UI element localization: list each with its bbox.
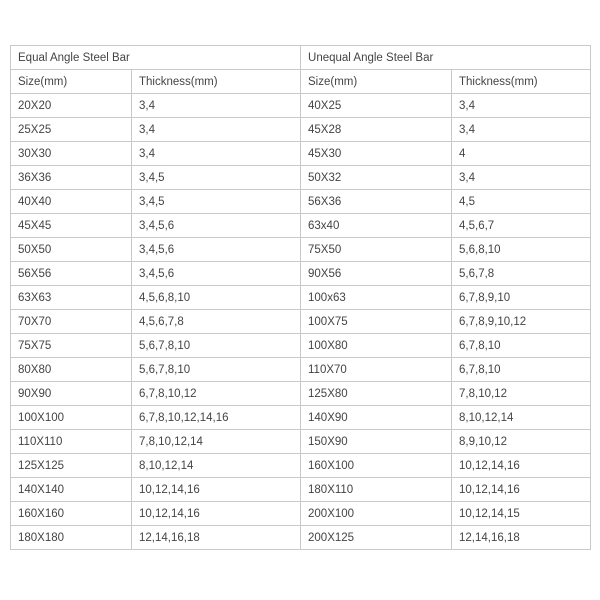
equal-thickness-cell: 4,5,6,7,8 [132, 310, 301, 334]
angle-steel-table-container [10, 45, 590, 550]
equal-thickness-cell: 3,4 [132, 118, 301, 142]
unequal-size-cell: 63x40 [301, 214, 452, 238]
unequal-thickness-cell: 10,12,14,16 [452, 454, 591, 478]
table-row [11, 286, 591, 310]
unequal-size-cell: 100x63 [301, 286, 452, 310]
table-row [11, 262, 591, 286]
table-row [11, 214, 591, 238]
table-row [11, 454, 591, 478]
table-row [11, 238, 591, 262]
unequal-thickness-cell: 5,6,7,8 [452, 262, 591, 286]
equal-thickness-cell: 10,12,14,16 [132, 502, 301, 526]
unequal-thickness-cell: 12,14,16,18 [452, 526, 591, 550]
equal-thickness-cell: 3,4,5,6 [132, 262, 301, 286]
unequal-thickness-cell: 4,5 [452, 190, 591, 214]
equal-size-cell: 90X90 [11, 382, 132, 406]
equal-thickness-cell: 3,4,5,6 [132, 238, 301, 262]
equal-thickness-cell: 6,7,8,10,12 [132, 382, 301, 406]
equal-angle-group-title: Equal Angle Steel Bar [11, 46, 301, 70]
unequal-size-header: Size(mm) [301, 70, 452, 94]
unequal-size-cell: 150X90 [301, 430, 452, 454]
column-header-row [11, 70, 591, 94]
unequal-size-cell: 140X90 [301, 406, 452, 430]
unequal-size-cell: 125X80 [301, 382, 452, 406]
unequal-size-cell: 110X70 [301, 358, 452, 382]
table-row [11, 358, 591, 382]
unequal-size-cell: 75X50 [301, 238, 452, 262]
unequal-size-cell: 45X28 [301, 118, 452, 142]
unequal-thickness-cell: 4 [452, 142, 591, 166]
equal-size-cell: 30X30 [11, 142, 132, 166]
angle-steel-size-table [10, 45, 591, 550]
table-row [11, 190, 591, 214]
equal-thickness-cell: 3,4,5,6 [132, 214, 301, 238]
unequal-size-cell: 40X25 [301, 94, 452, 118]
table-row [11, 334, 591, 358]
equal-size-cell: 36X36 [11, 166, 132, 190]
equal-size-cell: 45X45 [11, 214, 132, 238]
table-row [11, 526, 591, 550]
unequal-size-cell: 45X30 [301, 142, 452, 166]
table-row [11, 94, 591, 118]
equal-size-cell: 70X70 [11, 310, 132, 334]
equal-thickness-cell: 8,10,12,14 [132, 454, 301, 478]
equal-thickness-cell: 7,8,10,12,14 [132, 430, 301, 454]
unequal-size-cell: 100X75 [301, 310, 452, 334]
equal-thickness-cell: 6,7,8,10,12,14,16 [132, 406, 301, 430]
table-row [11, 430, 591, 454]
equal-size-cell: 140X140 [11, 478, 132, 502]
equal-thickness-cell: 3,4 [132, 94, 301, 118]
table-row [11, 382, 591, 406]
equal-size-cell: 75X75 [11, 334, 132, 358]
equal-thickness-cell: 12,14,16,18 [132, 526, 301, 550]
equal-thickness-header: Thickness(mm) [132, 70, 301, 94]
table-body [11, 46, 591, 550]
equal-thickness-cell: 3,4 [132, 142, 301, 166]
unequal-thickness-cell: 3,4 [452, 166, 591, 190]
unequal-thickness-cell: 6,7,8,10 [452, 334, 591, 358]
equal-thickness-cell: 3,4,5 [132, 190, 301, 214]
equal-size-header: Size(mm) [11, 70, 132, 94]
unequal-thickness-cell: 8,9,10,12 [452, 430, 591, 454]
unequal-thickness-cell: 8,10,12,14 [452, 406, 591, 430]
unequal-thickness-cell: 5,6,8,10 [452, 238, 591, 262]
equal-thickness-cell: 10,12,14,16 [132, 478, 301, 502]
equal-size-cell: 160X160 [11, 502, 132, 526]
group-header-row [11, 46, 591, 70]
equal-size-cell: 125X125 [11, 454, 132, 478]
unequal-thickness-cell: 3,4 [452, 118, 591, 142]
unequal-thickness-cell: 4,5,6,7 [452, 214, 591, 238]
table-row [11, 118, 591, 142]
equal-thickness-cell: 5,6,7,8,10 [132, 358, 301, 382]
table-row [11, 502, 591, 526]
unequal-size-cell: 100X80 [301, 334, 452, 358]
equal-size-cell: 25X25 [11, 118, 132, 142]
unequal-thickness-cell: 3,4 [452, 94, 591, 118]
unequal-angle-group-title: Unequal Angle Steel Bar [301, 46, 591, 70]
unequal-size-cell: 160X100 [301, 454, 452, 478]
table-row [11, 166, 591, 190]
unequal-size-cell: 200X125 [301, 526, 452, 550]
table-row [11, 142, 591, 166]
table-row [11, 406, 591, 430]
equal-thickness-cell: 3,4,5 [132, 166, 301, 190]
equal-size-cell: 56X56 [11, 262, 132, 286]
unequal-thickness-cell: 6,7,8,9,10,12 [452, 310, 591, 334]
equal-size-cell: 50X50 [11, 238, 132, 262]
equal-thickness-cell: 5,6,7,8,10 [132, 334, 301, 358]
equal-size-cell: 100X100 [11, 406, 132, 430]
equal-thickness-cell: 4,5,6,8,10 [132, 286, 301, 310]
unequal-thickness-cell: 10,12,14,16 [452, 478, 591, 502]
unequal-thickness-cell: 6,7,8,10 [452, 358, 591, 382]
unequal-size-cell: 180X110 [301, 478, 452, 502]
equal-size-cell: 80X80 [11, 358, 132, 382]
unequal-thickness-cell: 7,8,10,12 [452, 382, 591, 406]
equal-size-cell: 20X20 [11, 94, 132, 118]
table-row [11, 310, 591, 334]
unequal-size-cell: 200X100 [301, 502, 452, 526]
equal-size-cell: 63X63 [11, 286, 132, 310]
unequal-thickness-cell: 6,7,8,9,10 [452, 286, 591, 310]
unequal-size-cell: 50X32 [301, 166, 452, 190]
unequal-size-cell: 90X56 [301, 262, 452, 286]
unequal-size-cell: 56X36 [301, 190, 452, 214]
unequal-thickness-cell: 10,12,14,15 [452, 502, 591, 526]
equal-size-cell: 180X180 [11, 526, 132, 550]
unequal-thickness-header: Thickness(mm) [452, 70, 591, 94]
equal-size-cell: 40X40 [11, 190, 132, 214]
table-row [11, 478, 591, 502]
equal-size-cell: 110X110 [11, 430, 132, 454]
